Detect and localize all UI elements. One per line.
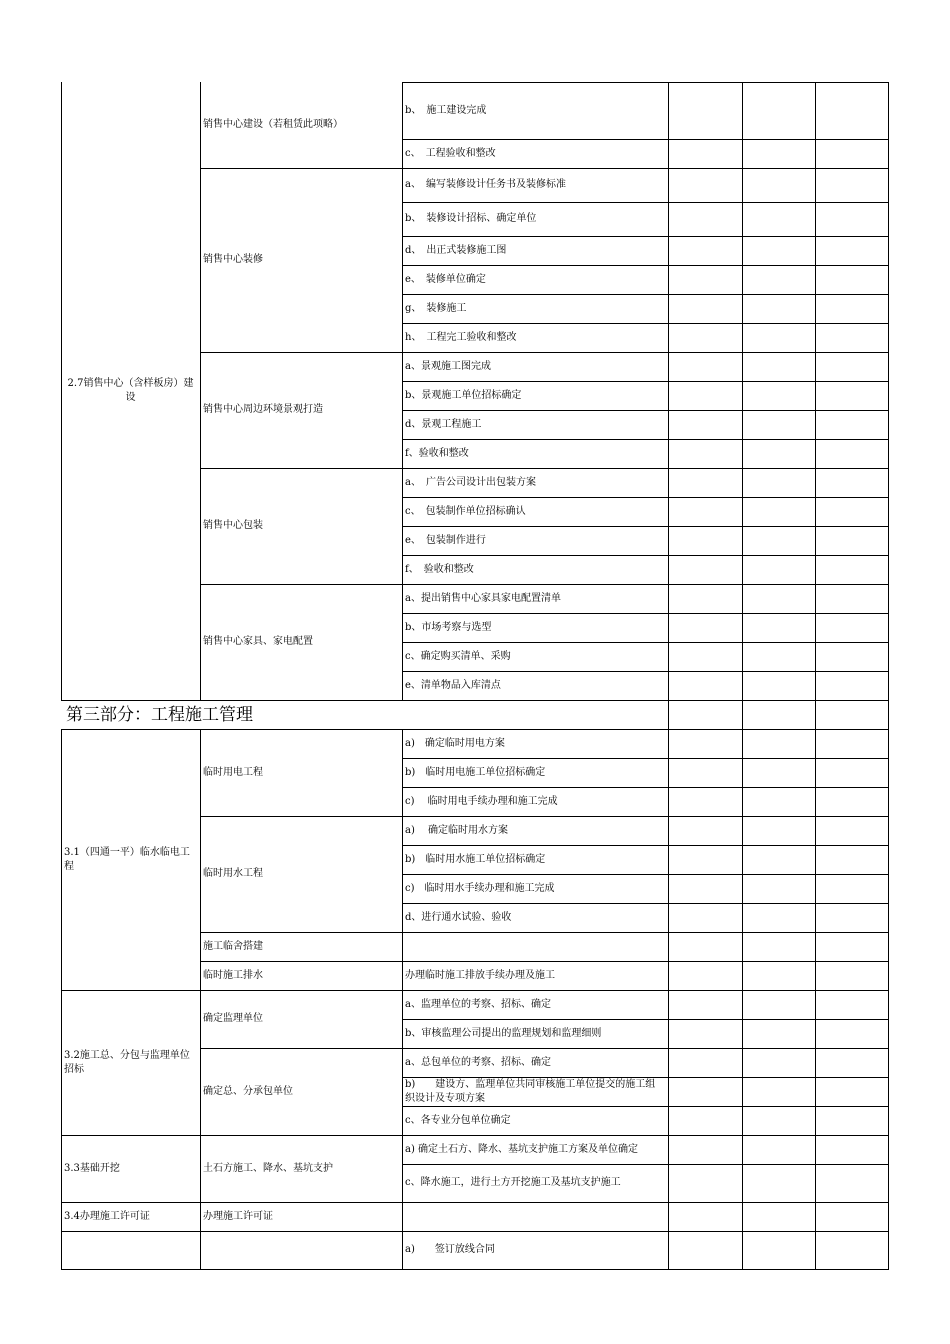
group-label: 土石方施工、降水、基坑支护 xyxy=(203,1162,333,1174)
task-cell: a、景观施工图完成 xyxy=(405,360,491,372)
col-line xyxy=(888,700,889,730)
bottom-edge xyxy=(61,1254,201,1258)
task-cell: c) 临时用电手续办理和施工完成 xyxy=(405,795,558,807)
group-label: 确定总、分承包单位 xyxy=(203,1085,293,1097)
group-label: 临时用电工程 xyxy=(203,766,263,778)
task-cell: b) 建设方、监理单位共同审核施工单位提交的施工组织设计及专项方案 xyxy=(405,1078,656,1104)
task-cell: f、 验收和整改 xyxy=(405,563,474,575)
col-line xyxy=(815,729,816,991)
section-label: 3.3基础开挖 xyxy=(64,1162,120,1174)
task-cell: e、清单物品入库清点 xyxy=(405,679,501,691)
section-label: 3.1（四通一平）临水临电工程 xyxy=(64,846,190,872)
col-line xyxy=(402,82,403,701)
task-cell: b) 临时用水施工单位招标确定 xyxy=(405,853,546,865)
col-line xyxy=(402,729,403,991)
section-label: 3.2施工总、分包与监理单位招标 xyxy=(64,1049,190,1075)
group-label: 临时施工排水 xyxy=(203,969,263,981)
col-line xyxy=(888,990,889,1136)
task-cell: b、市场考察与选型 xyxy=(405,621,492,633)
task-cell: c、各专业分包单位确定 xyxy=(405,1114,511,1126)
section-line xyxy=(61,1269,200,1270)
task-cell: b、审核监理公司提出的监理规划和监理细则 xyxy=(405,1027,602,1039)
group-label: 销售中心装修 xyxy=(203,254,263,265)
task-cell: a、提出销售中心家具家电配置清单 xyxy=(405,592,561,604)
col-line xyxy=(402,1202,403,1232)
group-label: 确定监理单位 xyxy=(203,1013,263,1024)
col-line xyxy=(668,1135,669,1203)
col-line xyxy=(815,1231,816,1270)
col-line xyxy=(888,729,889,991)
task-cell: c、确定购买清单、采购 xyxy=(405,650,511,662)
task-cell: a) 确定土石方、降水、基坑支护施工方案及单位确定 xyxy=(405,1143,639,1155)
col-line xyxy=(742,729,743,991)
col-line xyxy=(200,1231,201,1270)
task-cell: e、 包装制作进行 xyxy=(405,534,486,546)
col-line xyxy=(402,990,403,1136)
col-line xyxy=(668,1202,669,1232)
task-cell: b、景观施工单位招标确定 xyxy=(405,389,522,401)
col-line xyxy=(402,1231,403,1270)
col-line xyxy=(61,990,62,1136)
col-line xyxy=(61,729,62,991)
col-line xyxy=(61,1231,62,1270)
group-label: 销售中心周边环境景观打造 xyxy=(203,404,323,415)
col-line xyxy=(200,1202,201,1232)
task-cell: c、 包装制作单位招标确认 xyxy=(405,505,526,517)
task-cell: c) 临时用水手续办理和施工完成 xyxy=(405,882,555,894)
col-line xyxy=(200,1135,201,1203)
task-cell: g、 装修施工 xyxy=(405,302,467,314)
col-line xyxy=(402,1135,403,1203)
col-line xyxy=(815,1135,816,1203)
col-line xyxy=(61,82,62,701)
col-line xyxy=(668,700,669,730)
col-line xyxy=(815,1202,816,1232)
task-cell: h、 工程完工验收和整改 xyxy=(405,331,517,343)
task-cell: a、 广告公司设计出包装方案 xyxy=(405,476,536,488)
task-cell: d、景观工程施工 xyxy=(405,418,482,430)
col-line xyxy=(815,990,816,1136)
section-label xyxy=(61,1231,200,1269)
col-line xyxy=(888,1202,889,1232)
col-line xyxy=(888,1231,889,1270)
col-line xyxy=(742,990,743,1136)
task-cell: a) 签订放线合同 xyxy=(405,1244,495,1255)
task-cell: 办理临时施工排放手续办理及施工 xyxy=(405,969,555,981)
section-label: 2.7销售中心（含样板房）建设 xyxy=(67,378,194,403)
task-cell: d、进行通水试验、验收 xyxy=(405,911,512,923)
task-cell: f、验收和整改 xyxy=(405,447,469,459)
task-cell: d、 出正式装修施工图 xyxy=(405,244,507,256)
task-cell: a、监理单位的考察、招标、确定 xyxy=(405,998,551,1010)
task-cell: b、 施工建设完成 xyxy=(405,104,487,116)
task-cell: b) 临时用电施工单位招标确定 xyxy=(405,766,546,778)
col-line xyxy=(742,1135,743,1203)
task-cell: a) 确定临时用电方案 xyxy=(405,737,505,749)
task-cell: a、 编写装修设计任务书及装修标准 xyxy=(405,179,566,190)
group-label: 销售中心包装 xyxy=(203,520,263,531)
group-label: 销售中心家具、家电配置 xyxy=(203,636,313,647)
col-line xyxy=(888,1135,889,1203)
task-cell: b、 装修设计招标、确定单位 xyxy=(405,213,537,224)
group-label: 施工临舍搭建 xyxy=(203,940,263,952)
col-line xyxy=(668,729,669,991)
col-line xyxy=(815,82,816,701)
col-line xyxy=(742,82,743,701)
col-line xyxy=(200,990,201,1136)
task-cell: c、 工程验收和整改 xyxy=(405,147,496,159)
col-line xyxy=(668,990,669,1136)
col-line xyxy=(888,82,889,701)
task-cell: e、 装修单位确定 xyxy=(405,273,486,285)
col-line xyxy=(200,729,201,991)
col-line xyxy=(742,1231,743,1270)
part-title: 第三部分：工程施工管理 xyxy=(66,704,253,725)
task-cell: a) 确定临时用水方案 xyxy=(405,824,509,836)
task-cell xyxy=(402,1202,668,1231)
task-cell: c、降水施工，进行土方开挖施工及基坑支护施工 xyxy=(405,1177,621,1188)
group-line xyxy=(200,1269,402,1270)
col-line xyxy=(742,1202,743,1232)
task-cell: a、总包单位的考察、招标、确定 xyxy=(405,1056,551,1068)
col-line xyxy=(815,700,816,730)
top-line xyxy=(402,82,888,83)
group-label xyxy=(200,1231,402,1269)
group-label: 临时用水工程 xyxy=(203,868,263,879)
col-line xyxy=(742,700,743,730)
task-cell xyxy=(402,932,668,961)
col-line xyxy=(668,1231,669,1270)
col-line xyxy=(668,82,669,701)
col-line xyxy=(61,1202,62,1232)
col-line xyxy=(200,82,201,701)
group-label: 销售中心建设（若租赁此项略） xyxy=(203,119,343,130)
section-label: 3.4办理施工许可证 xyxy=(64,1210,150,1222)
group-label: 办理施工许可证 xyxy=(203,1210,273,1222)
col-line xyxy=(61,1135,62,1203)
